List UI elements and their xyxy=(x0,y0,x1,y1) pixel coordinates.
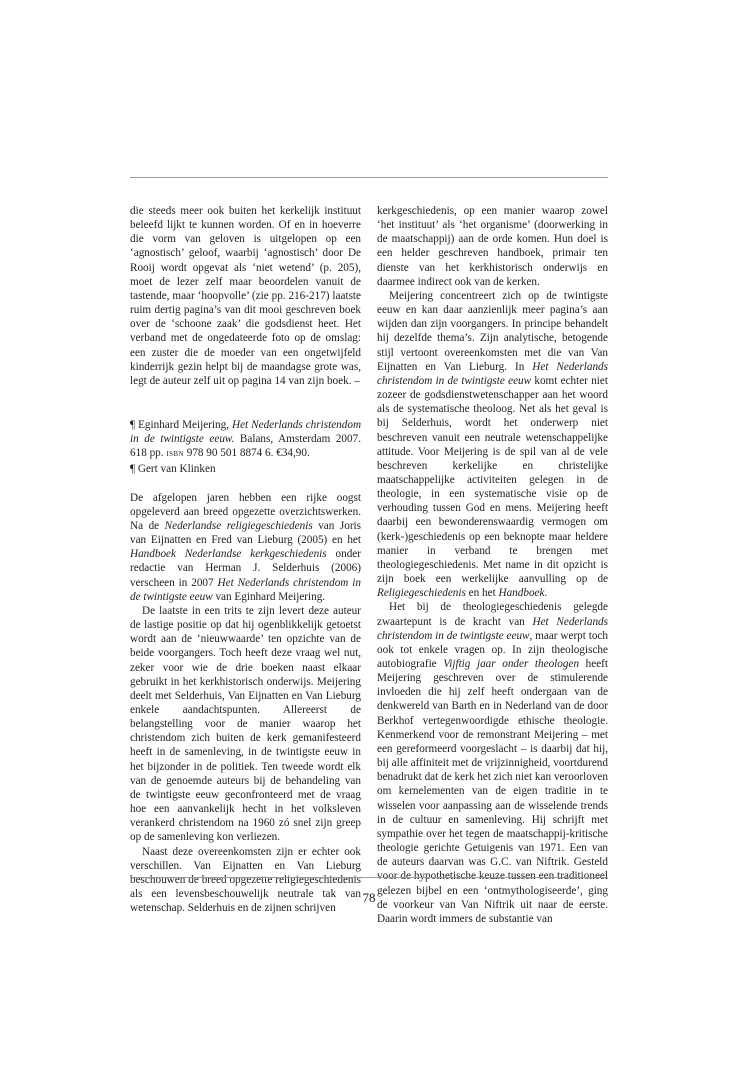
book-title: Religiegeschiedenis xyxy=(377,587,466,600)
text-run: Meijering concentreert zich op de twintigste eeuw en kan daar aanzienlijk meer pagina’s aan wijden dan zijn voorgangers. In principe behandelt hij dezelfde thema’s. Zijn analytische, betogende stijl vertoont overeenkomsten met die van Van Eijnatten en Van Lieburg. In xyxy=(377,289,608,373)
left-paragraph-4: Naast deze overeenkomsten zijn er echter ook verschillen. Van Eijnatten en Van Lieburg beschouwen de breed opgezette religiegeschiedenis als een levensbeschouwelijk neutrale tak van wetenschap. Selderhuis en de zijnen schrijven xyxy=(130,845,361,915)
text-run: , maar werpt toch ook tot enkele vragen op. In zijn theologische autobiografie xyxy=(377,629,608,670)
book-title: Handboek xyxy=(498,587,545,600)
text-run: van Joris van Eijnatten en Fred van Lieburg (2005) en het xyxy=(130,519,362,547)
book-title: Het Nederlands christendom in de twintigste eeuw xyxy=(377,615,608,642)
isbn-and-price: 978 90 501 8874 6. €34,90. xyxy=(186,447,310,460)
book-title: Vijftig jaar onder theologen xyxy=(443,658,580,670)
left-paragraph-1: die steeds meer ook buiten het kerkelijk instituut beleefd lijkt te kunnen worden. Of en in hoeverre die vorm van geloven is uitgelopen op een ‘agnostisch’ geloof, waarbij ‘agnostisch’ door De Rooij wordt opgevat als ‘niet wetend’ (p. 205), moet de lezer zelf maar beoordelen vanuit de tastende, maar ‘hoopvolle’ (zie pp. 216-217) laatste ruim dertig pagina’s van dit mooi geschreven boek over de ‘schoone zaak’ die godsdienst heet. Het verband met de ongedateerde foto op de omslag: een zuster die de moeder van een ongetwijfeld kinderrijk gezin helpt bij de maandagse grote was, legt de auteur zelf uit op pagina 14 van zijn boek. – xyxy=(130,205,361,387)
book-title: Het Nederlands christendom in de twintigste eeuw xyxy=(377,360,608,387)
review-book-author: Eginhard Meijering, xyxy=(138,419,229,432)
isbn-label: isbn xyxy=(166,448,184,460)
text-run: en het xyxy=(465,587,499,600)
pilcrow-mark: ¶ xyxy=(130,462,136,475)
pilcrow-mark: ¶ xyxy=(130,419,136,432)
left-paragraph-2 xyxy=(130,491,361,604)
review-book-title: Het Nederlands christendom in de twintigste eeuw. xyxy=(130,419,362,446)
left-paragraph-3: De laatste in een trits te zijn levert deze auteur de lastige positie op dat hij ogenblikkelijk getoetst wordt aan de ‘nieuwwaarde’ ten opzichte van de beide voorgangers. Toch heeft deze vraag wel nut, zeker voor wie de drie boeken naast elkaar gebruikt in het kerkhistorisch onderwijs. Meijering deelt met Selderhuis, Van Eijnatten en Van Lieburg enkele aandachtspunten. Allereerst de belangstelling voor de manier waarop het christendom zich buiten de kerk gemanifesteerd heeft in de samenleving, in de twintigste eeuw in het bijzonder in de politiek. Ten tweede wordt elk van de genoemde auteurs bij de behandeling van de twintigste eeuw geconfronteerd met de vraag hoe een aanvankelijk hecht in het volksleven verankerd christendom na 1960 zó snel zijn greep op de samenleving kon verliezen. xyxy=(130,604,361,844)
review-book-publisher: Balans, Amsterdam 2007. 618 pp. xyxy=(130,433,361,460)
text-run: Het bij de theologiegeschiedenis gelegde zwaartepunt is de kracht van xyxy=(377,601,608,628)
book-title: Nederlandse religiegeschiedenis xyxy=(164,519,313,532)
right-column xyxy=(377,204,608,926)
left-column xyxy=(130,204,361,915)
bottom-rule xyxy=(130,877,608,878)
text-run: De afgelopen jaren hebben een rijke oogst opgeleverd aan breed opgezette overzichtswerken. Na de xyxy=(130,491,361,532)
book-title: Handboek Nederlandse kerkgeschiedenis xyxy=(130,548,327,561)
right-paragraph-2 xyxy=(377,289,608,600)
text-run: onder redactie van Herman J. Selderhuis (2006) verscheen in 2007 xyxy=(130,548,361,589)
text-run: . xyxy=(544,587,548,600)
text-run: heeft Meijering geschreven over de stimulerende invloeden die hij zelf heeft ondergaan van de denkwereld van Barth en in Nederland van de door Berkhof vertegenwoordigde ethische theologie. Kenmerkend voor de remonstrant Meijering – met een gereformeerd voorgeslacht – is daarbij dat hij, bij alle affiniteit met de vrijzinnigheid, voortdurend benadrukt dat de kerk het zich niet kan veroorloven om kernelementen van de eigen traditie in te wisselen voor aanpassing aan de wisselende trends in de cultuur en samenleving. Hij schrijft met sympathie over het tegen de maatschappij-kritische theologie gerichte Getuigenis van 1971. Een van de auteurs daarvan was G.C. van Niftrik. Gesteld voor de hypothetische keuze tussen een traditioneel gelezen bijbel en een ‘ontmythologiseerde’, ging de voorkeur van Van Niftrik uit naar de eerste. Daarin wordt immers de substantie van xyxy=(377,658,608,925)
text-run: van Eginhard Meijering. xyxy=(212,590,326,603)
right-paragraph-1: kerkgeschiedenis, op een manier waarop zowel ‘het instituut’ als ‘het organisme’ (doorwerking in de maatschappij) aan de orde komen. Hun doel is een helder geschreven handboek, primair ten dienste van het kerkhistorisch onderwijs en daarmee indirect ook van de kerken. xyxy=(377,205,608,288)
reviewer-name: Gert van Klinken xyxy=(137,462,216,475)
top-rule xyxy=(130,177,608,178)
review-header xyxy=(130,418,361,476)
page-number: 78 xyxy=(362,890,376,905)
text-run: komt echter niet zozeer de godsdienstwetenschapper aan het woord als de systematische theoloog. Net als het geval is bij Selderhuis, wordt het onderwerp niet beschreven vanuit een neutrale wetenschappelijke attitude. Voor Meijering is de spil van al de vele beschreven kerkelijke en christelijke maatschappelijke activiteiten gelegen in de theologie, in een systematische visie op de verhouding tussen God en mens. Meijering heeft daarbij een bewonderenswaardig vermogen om (kerk-)geschiedenis op een beknopte maar heldere manier in verband te brengen met theologiegeschiedenis. Met name in dit opzicht is zijn boek een werkelijke aanvulling op de xyxy=(377,374,608,586)
book-title: Het Nederlands christendom in de twintigste eeuw xyxy=(130,576,361,603)
